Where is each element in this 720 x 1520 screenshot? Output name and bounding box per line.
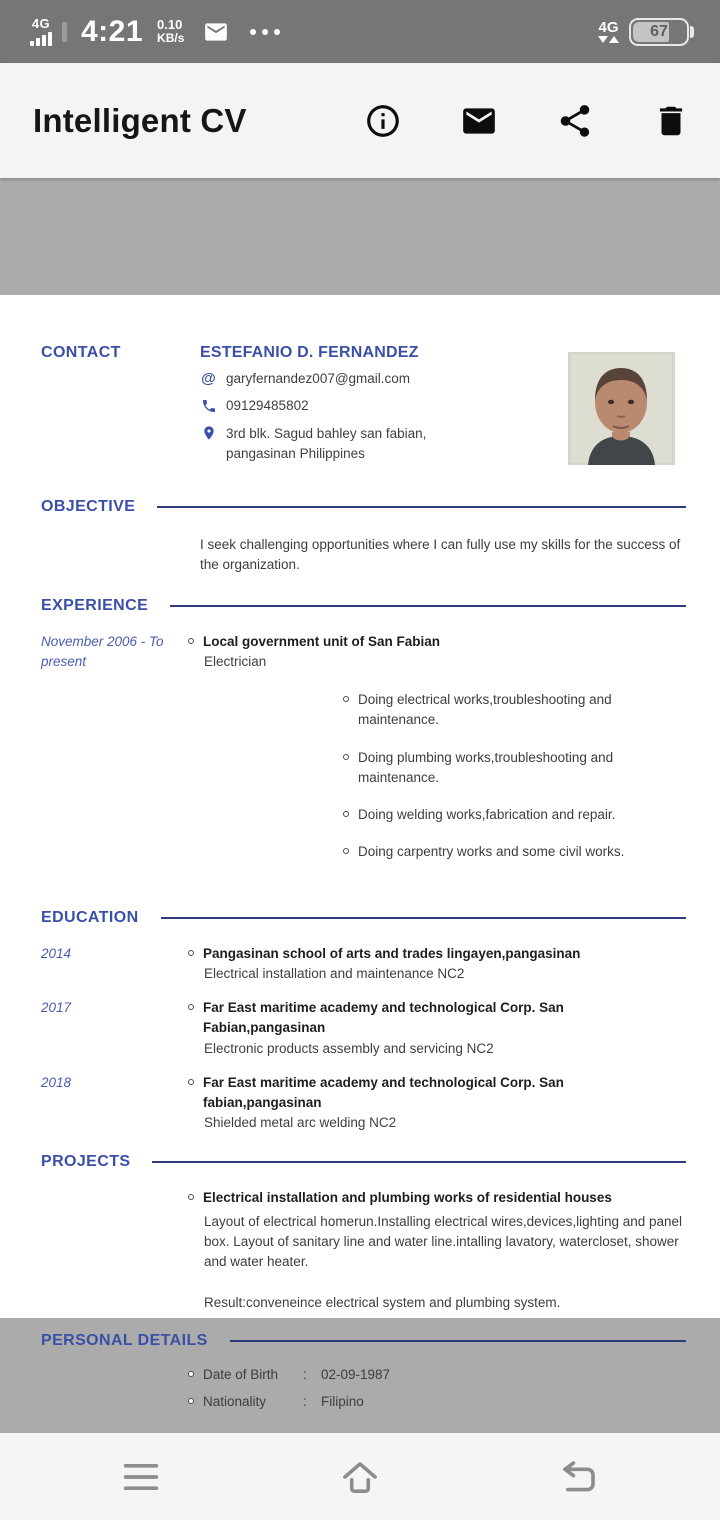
page-backdrop-bottom	[0, 1318, 720, 1433]
education-year: 2014	[41, 945, 72, 961]
section-rule	[161, 917, 686, 919]
email-cv-button[interactable]	[459, 101, 499, 141]
back-icon	[558, 1460, 600, 1494]
more-dots-icon	[250, 29, 280, 35]
delete-icon	[652, 102, 690, 140]
education-item	[41, 944, 686, 985]
experience-period: November 2006 - To present	[41, 633, 164, 670]
battery-level: 67	[650, 22, 668, 40]
speed-value: 0.10	[157, 16, 183, 32]
status-time: 4:21	[81, 14, 144, 48]
personal-details-heading: PERSONAL DETAILS	[41, 1331, 208, 1349]
app-bar	[0, 63, 720, 178]
network-type-right: 4G	[598, 19, 619, 36]
home-icon	[338, 1459, 382, 1495]
projects-section	[41, 1150, 686, 1313]
phone-value: 09129485802	[226, 398, 309, 414]
duty-text: Doing carpentry works and some civil works.	[358, 844, 625, 860]
at-icon: @	[201, 370, 216, 387]
duty-item	[343, 805, 648, 825]
address-value: 3rd blk. Sagud bahley san fabian, pangasinan Philippines	[226, 425, 427, 461]
email-row	[200, 369, 568, 389]
page-backdrop-top	[0, 178, 720, 295]
address-row	[200, 424, 568, 465]
course-name: Electronic products assembly and servicing NC2	[204, 1040, 494, 1056]
school-name: Far East maritime academy and technological Corp. San fabian,pangasinan	[203, 1074, 564, 1110]
education-year: 2018	[41, 1074, 72, 1090]
share-icon	[556, 102, 594, 140]
sim2-signal-icon	[62, 22, 67, 42]
education-section	[41, 906, 686, 1134]
detail-value: Filipino	[321, 1394, 364, 1409]
employer-name: Local government unit of San Fabian	[203, 633, 441, 649]
project-description: Layout of electrical homerun.Installing electrical wires,devices,lighting and panel box. Layout of sanitary line and water line.intalling lavatory, watercloset, shower and water heater.	[204, 1213, 683, 1270]
experience-heading: EXPERIENCE	[41, 596, 149, 614]
recents-button[interactable]	[119, 1455, 163, 1499]
location-pin-icon	[200, 425, 217, 442]
project-result: Result:conveneince electrical system and plumbing system.	[204, 1294, 561, 1310]
project-title: Electrical installation and plumbing works of residential houses	[203, 1189, 612, 1205]
school-name: Far East maritime academy and technological Corp. San Fabian,pangasinan	[203, 1000, 564, 1036]
detail-value: 02-09-1987	[321, 1366, 391, 1382]
profile-photo	[568, 352, 675, 465]
experience-section	[41, 594, 686, 880]
school-name: Pangasinan school of arts and trades lingayen,pangasinan	[203, 945, 581, 961]
objective-heading: OBJECTIVE	[41, 498, 136, 515]
duty-text: Doing electrical works,troubleshooting and maintenance.	[358, 692, 612, 728]
cv-page	[0, 295, 720, 1409]
navigation-bar	[0, 1433, 720, 1520]
job-role: Electrician	[204, 653, 267, 669]
education-year: 2017	[41, 1000, 72, 1015]
course-name: Electrical installation and maintenance NC2	[204, 965, 465, 981]
section-rule	[157, 506, 686, 508]
objective-section	[41, 495, 686, 576]
contact-heading: CONTACT	[41, 344, 121, 361]
share-button[interactable]	[555, 101, 595, 141]
document-scroll-area[interactable]	[0, 178, 720, 1433]
network-right-icon	[598, 20, 619, 43]
bullet-icon	[343, 754, 349, 760]
battery-icon	[629, 18, 694, 46]
delete-button[interactable]	[651, 101, 691, 141]
message-icon	[200, 19, 232, 45]
bullet-icon	[188, 950, 194, 956]
network-type-label: 4G	[31, 16, 51, 31]
duty-text: Doing plumbing works,troubleshooting and maintenance.	[358, 749, 614, 785]
back-button[interactable]	[557, 1455, 601, 1499]
candidate-name: ESTEFANIO D. FERNANDEZ	[200, 344, 419, 361]
bullet-icon	[188, 1194, 194, 1200]
menu-icon	[120, 1460, 162, 1494]
email-value: garyfernandez007@gmail.com	[226, 371, 411, 386]
duty-item	[343, 690, 648, 731]
phone-icon	[200, 397, 217, 414]
duty-text: Doing welding works,fabrication and repair.	[358, 807, 616, 822]
phone-row	[200, 396, 568, 416]
bullet-icon	[343, 848, 349, 854]
course-name: Shielded metal arc welding NC2	[204, 1115, 397, 1131]
section-rule	[170, 605, 686, 607]
bullet-icon	[188, 638, 194, 644]
section-rule	[152, 1161, 686, 1163]
info-button[interactable]	[363, 101, 403, 141]
education-item	[41, 1073, 686, 1134]
network-speed	[157, 18, 184, 45]
bullet-icon	[343, 811, 349, 817]
signal-bars-icon	[30, 17, 52, 46]
speed-unit: KB/s	[157, 31, 185, 46]
app-title: Intelligent CV	[33, 101, 247, 139]
bullet-icon	[188, 1004, 194, 1010]
info-icon	[364, 102, 402, 140]
bullet-icon	[343, 696, 349, 702]
projects-heading: PROJECTS	[41, 1152, 131, 1170]
contact-section	[41, 341, 686, 471]
duties-list	[343, 690, 648, 863]
duty-item	[343, 842, 648, 862]
home-button[interactable]	[338, 1455, 382, 1499]
detail-separator: :	[303, 1394, 307, 1409]
bullet-icon	[188, 1079, 194, 1085]
status-bar	[0, 0, 720, 63]
detail-separator: :	[303, 1366, 307, 1382]
objective-text: I seek challenging opportunities where I can fully use my skills for the success of the organization.	[200, 537, 681, 573]
duty-item	[343, 748, 648, 789]
detail-label: Nationality	[203, 1394, 267, 1409]
mail-icon	[460, 102, 498, 140]
education-heading: EDUCATION	[41, 908, 139, 926]
detail-label: Date of Birth	[203, 1366, 279, 1382]
education-item	[41, 998, 686, 1059]
